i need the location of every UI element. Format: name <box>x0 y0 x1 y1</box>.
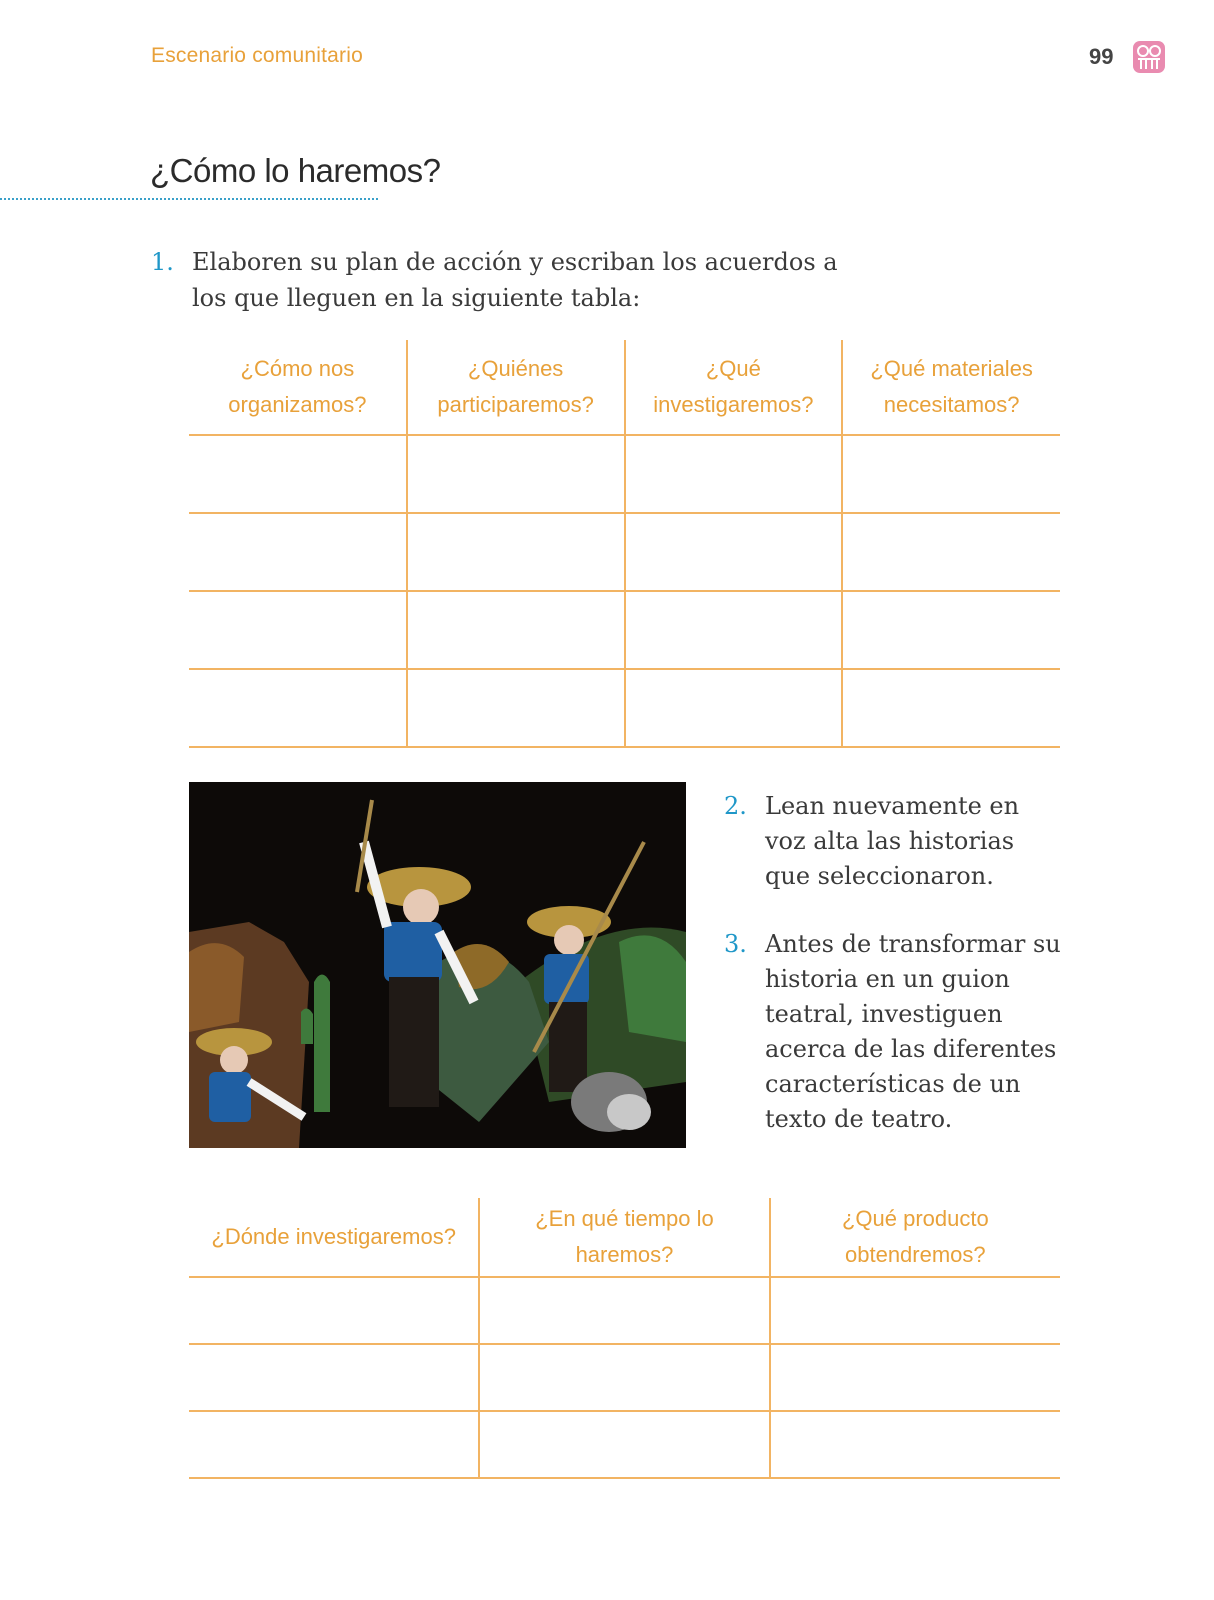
writing-cell[interactable] <box>407 513 625 591</box>
table-row <box>189 435 1060 513</box>
writing-cell[interactable] <box>479 1277 769 1344</box>
activity-2 <box>724 789 1064 894</box>
writing-cell[interactable] <box>770 1411 1060 1478</box>
writing-cell[interactable] <box>407 591 625 669</box>
table-header: ¿Dónde investigaremos? <box>189 1198 479 1277</box>
action-plan-table <box>189 340 1060 748</box>
table-header: ¿En qué tiempo lo haremos? <box>479 1198 769 1277</box>
writing-cell[interactable] <box>479 1344 769 1411</box>
table-header: ¿Quiénes participaremos? <box>407 340 625 435</box>
activity-number: 2. <box>724 792 747 820</box>
table-header: ¿Qué investigaremos? <box>625 340 843 435</box>
activity-number: 1. <box>151 248 174 276</box>
activity-text: Antes de transformar su historia en un guion teatral, investiguen acerca de las diferentes características de un texto de teatro. <box>765 930 1061 1133</box>
page-number: 99 <box>1089 44 1114 69</box>
table-row <box>189 1277 1060 1344</box>
writing-cell[interactable] <box>189 1277 479 1344</box>
writing-cell[interactable] <box>407 435 625 513</box>
writing-cell[interactable] <box>189 435 407 513</box>
activity-text: Elaboren su plan de acción y escriban los acuerdos a los que lleguen en la siguiente tabla: <box>192 248 838 312</box>
writing-cell[interactable] <box>770 1277 1060 1344</box>
table-row <box>189 669 1060 747</box>
writing-cell[interactable] <box>842 513 1060 591</box>
writing-cell[interactable] <box>189 669 407 747</box>
writing-cell[interactable] <box>189 591 407 669</box>
table-row <box>189 1344 1060 1411</box>
writing-cell[interactable] <box>189 1344 479 1411</box>
writing-cell[interactable] <box>625 435 843 513</box>
writing-cell[interactable] <box>625 669 843 747</box>
photo-illustration <box>189 782 686 1148</box>
writing-cell[interactable] <box>625 513 843 591</box>
writing-cell[interactable] <box>842 669 1060 747</box>
writing-cell[interactable] <box>770 1344 1060 1411</box>
writing-cell[interactable] <box>842 435 1060 513</box>
writing-cell[interactable] <box>189 1411 479 1478</box>
table-row <box>189 591 1060 669</box>
section-label: Escenario comunitario <box>151 44 363 67</box>
theater-performance-photo <box>189 782 686 1148</box>
writing-cell[interactable] <box>407 669 625 747</box>
table-row <box>189 1411 1060 1478</box>
activity-1 <box>151 244 851 316</box>
writing-cell[interactable] <box>842 591 1060 669</box>
table-header: ¿Cómo nos organizamos? <box>189 340 407 435</box>
activity-text: Lean nuevamente en voz alta las historias que seleccionaron. <box>765 792 1020 890</box>
codex-glyph-icon <box>1132 40 1166 74</box>
title-dotted-rule <box>0 198 378 200</box>
research-plan-table <box>189 1198 1060 1479</box>
table-header: ¿Qué materiales necesitamos? <box>842 340 1060 435</box>
writing-cell[interactable] <box>625 591 843 669</box>
writing-cell[interactable] <box>479 1411 769 1478</box>
table-row <box>189 513 1060 591</box>
activity-3 <box>724 927 1064 1137</box>
section-title: ¿Cómo lo haremos? <box>150 152 441 189</box>
table-header: ¿Qué producto obtendremos? <box>770 1198 1060 1277</box>
writing-cell[interactable] <box>189 513 407 591</box>
activity-number: 3. <box>724 930 747 958</box>
